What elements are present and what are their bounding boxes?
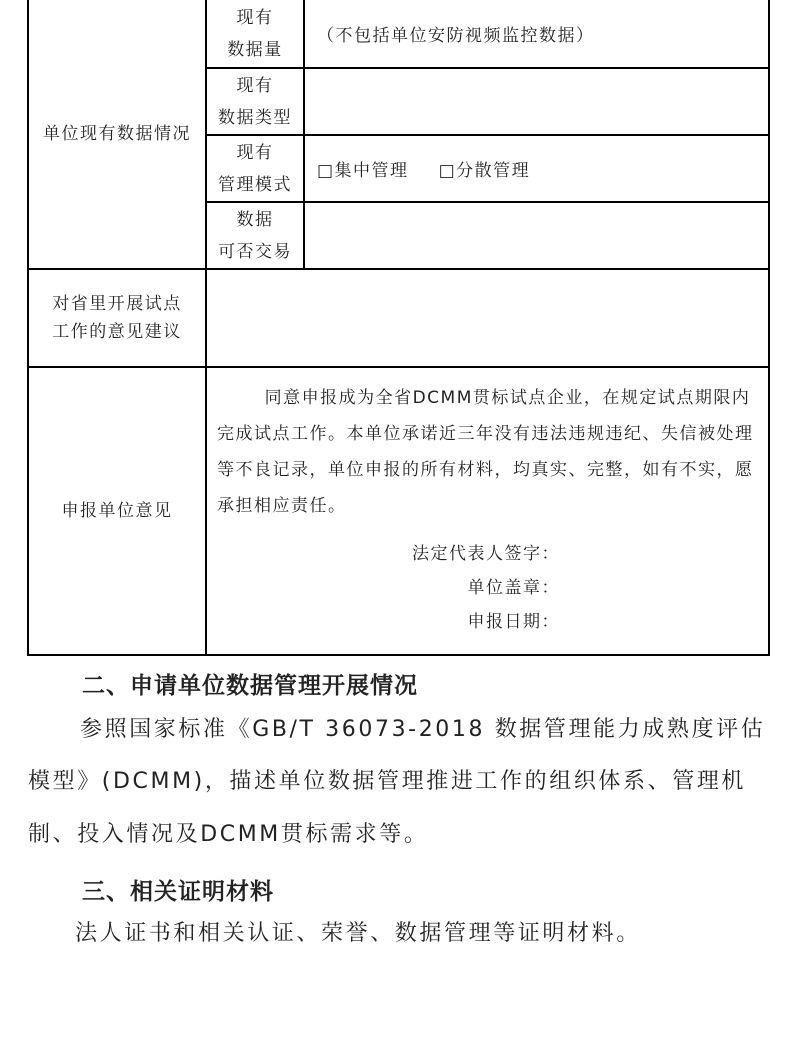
label-line: 工作的意见建议 <box>52 322 182 342</box>
section-2-heading: 二、申请单位数据管理开展情况 <box>82 672 418 698</box>
table-row <box>28 367 769 655</box>
label-line: 可否交易 <box>218 241 292 262</box>
centralized-management-checkbox[interactable]: □集中管理 <box>317 161 409 181</box>
section-2-line: 模型》(DCMM)，描述单位数据管理推进工作的组织体系、管理机 <box>28 769 747 794</box>
row-label-data-type <box>206 68 304 135</box>
data-type-cell[interactable] <box>304 68 769 135</box>
label-line: 现有 <box>236 142 274 163</box>
distributed-management-checkbox[interactable]: □分散管理 <box>438 161 531 181</box>
declaration-paragraph <box>217 380 760 524</box>
management-mode-cell <box>304 135 769 202</box>
unit-seal-label: 单位盖章： <box>467 577 560 598</box>
section-2-line: 参照国家标准《GB/T 36073-2018 数据管理能力成熟度评估 <box>80 717 766 742</box>
data-volume-cell[interactable] <box>304 0 769 68</box>
application-date-label: 申报日期： <box>467 611 560 632</box>
existing-data-section-label: 单位现有数据情况 <box>28 0 206 269</box>
declaration-line: 完成试点工作。本单位承诺近三年没有违法违规违纪、失信被 <box>217 423 717 444</box>
label-line: 管理模式 <box>218 174 292 195</box>
row-label-data-tradable <box>206 202 304 269</box>
label-line: 数据 <box>236 209 274 230</box>
label-line: 现有 <box>236 7 274 28</box>
label-line: 对省里开展试点 <box>52 294 182 314</box>
section-3-line: 法人证书和相关认证、荣誉、数据管理等证明材料。 <box>75 921 641 946</box>
suggestion-cell[interactable] <box>206 269 769 367</box>
row-label-management-mode <box>206 135 304 202</box>
data-tradable-cell[interactable] <box>304 202 769 269</box>
application-form-table <box>27 0 770 656</box>
data-volume-note: （不包括单位安防视频监控数据） <box>317 26 595 46</box>
opinion-label: 申报单位意见 <box>28 367 206 655</box>
table-row <box>28 269 769 367</box>
section-3-heading: 三、相关证明材料 <box>82 878 274 904</box>
label-line: 数据量 <box>227 39 283 60</box>
table-row <box>28 0 769 68</box>
label-line: 数据类型 <box>218 107 292 128</box>
label-line: 现有 <box>236 75 274 96</box>
declaration-line: 不实，愿承担相应责任。 <box>217 459 754 516</box>
section-2-line: 制、投入情况及DCMM贯标需求等。 <box>28 822 429 847</box>
legal-rep-signature-label: 法定代表人签字： <box>412 543 560 564</box>
row-label-data-volume <box>206 0 304 68</box>
suggestion-label <box>28 269 206 367</box>
declaration-line: 处理等不良记录，单位申报的所有材料，均真实、完整，如有 <box>217 423 754 480</box>
declaration-line: 同意申报成为全省DCMM贯标试点企业，在规定试点期限内 <box>264 387 751 408</box>
signature-block <box>217 537 760 639</box>
declaration-cell <box>206 367 769 655</box>
